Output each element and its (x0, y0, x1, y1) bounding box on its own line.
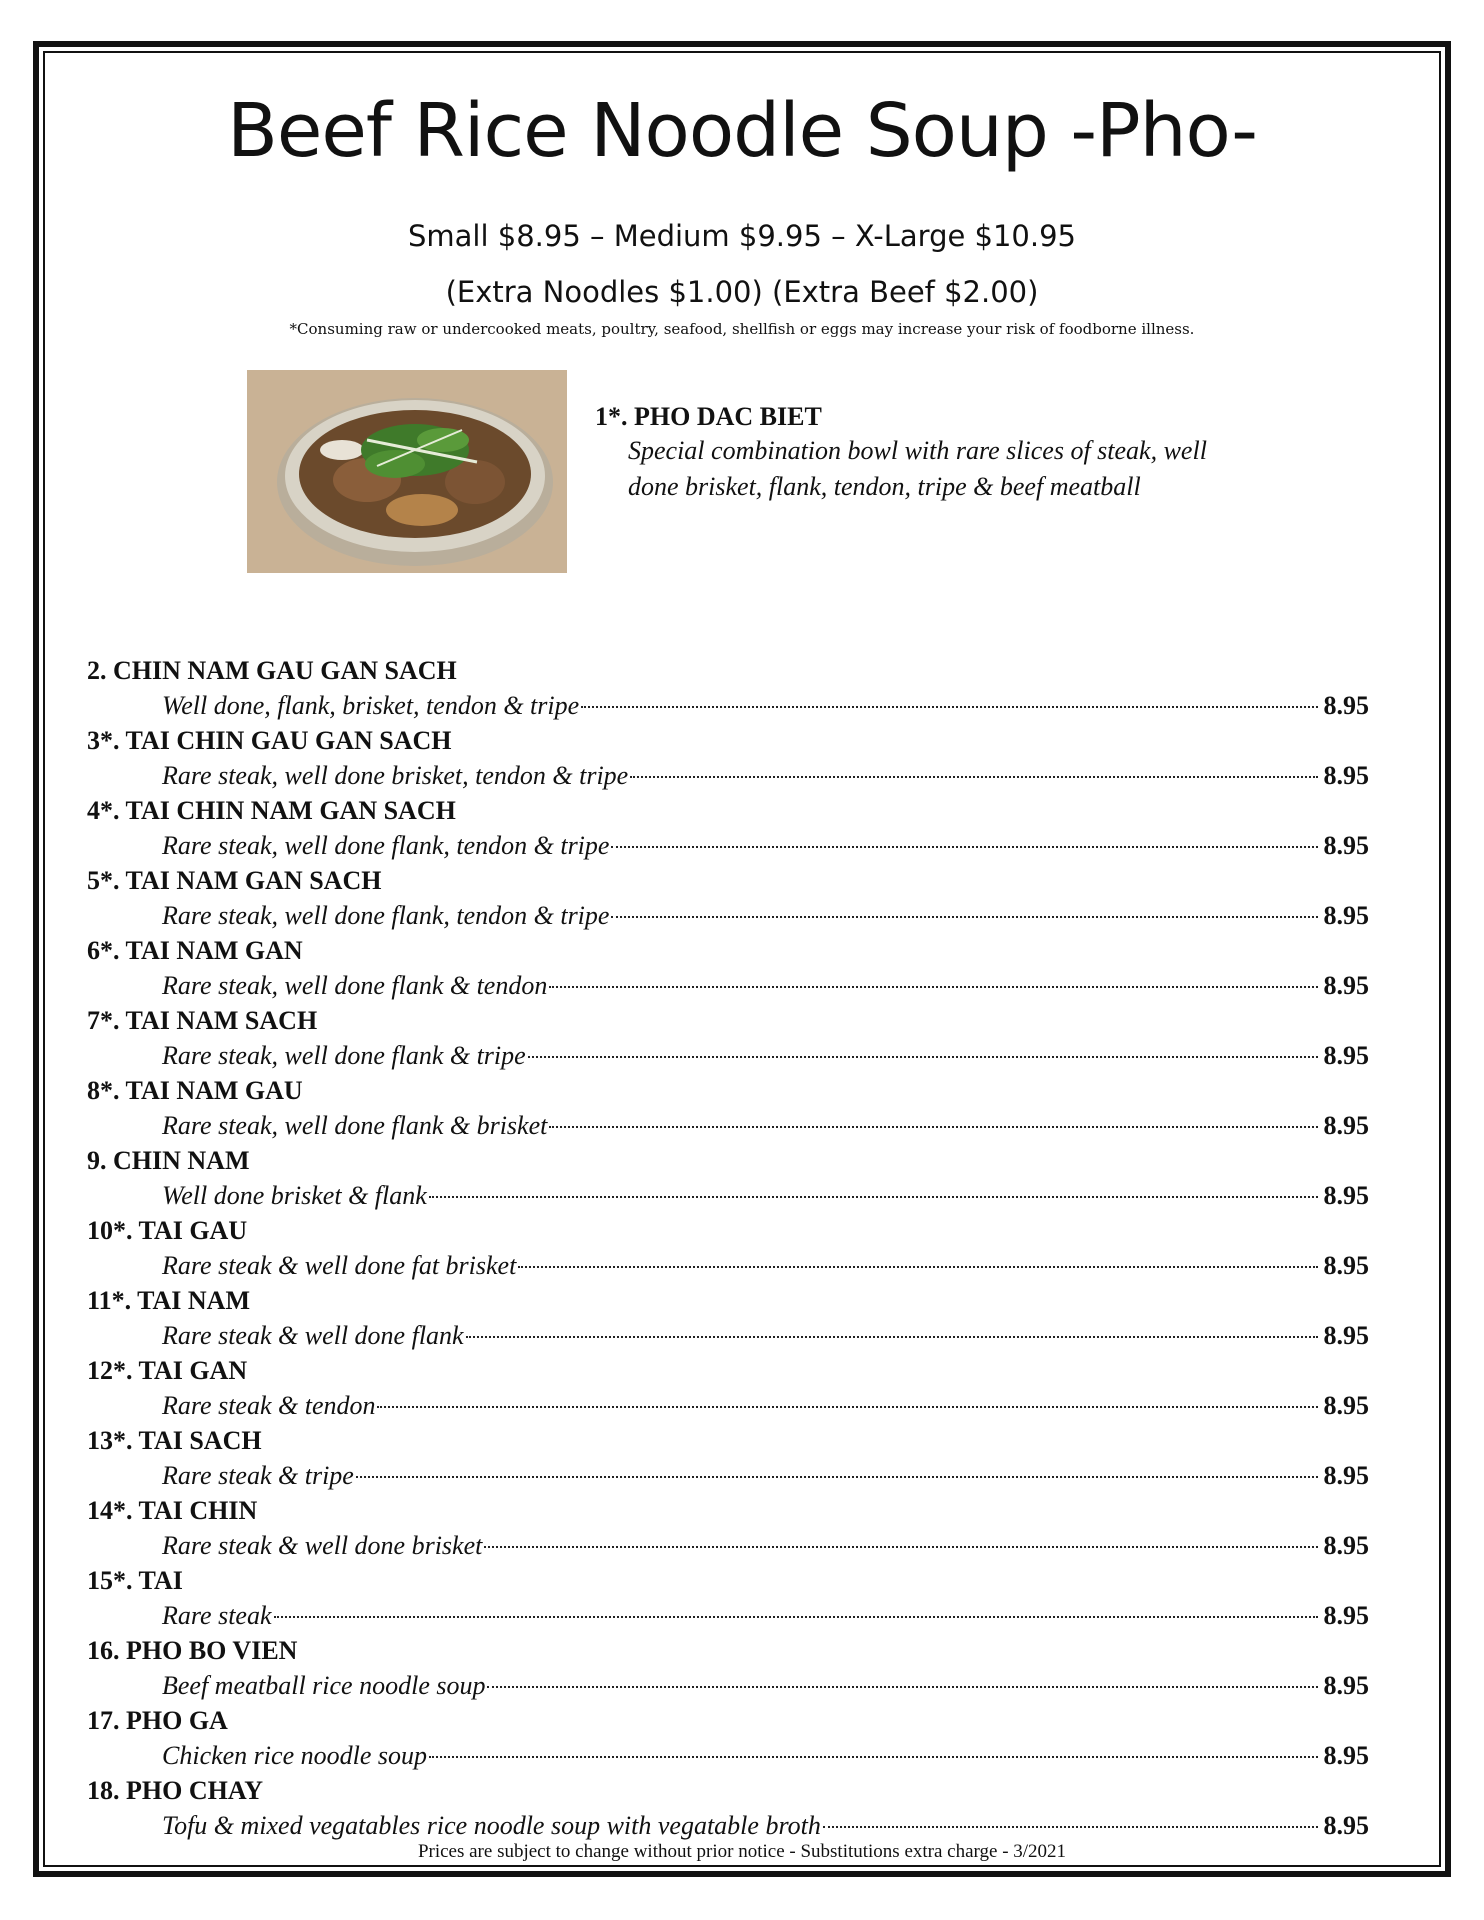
menu-item-price: 8.95 (1323, 1321, 1369, 1350)
menu-item-price: 8.95 (1323, 1601, 1369, 1630)
menu-item-name: 4*. TAI CHIN NAM GAN SACH (87, 796, 456, 825)
menu-item-price: 8.95 (1323, 1741, 1369, 1770)
menu-item-name: 5*. TAI NAM GAN SACH (87, 866, 382, 895)
dot-leader (356, 1475, 1318, 1478)
featured-desc-line-1: Special combination bowl with rare slices of steak, well (628, 436, 1207, 465)
menu-item-name: 2. CHIN NAM GAU GAN SACH (87, 656, 457, 685)
menu-item-price: 8.95 (1323, 1251, 1369, 1280)
dot-leader (466, 1335, 1318, 1338)
menu-item-row (87, 1668, 1369, 1703)
dot-leader (611, 915, 1317, 918)
menu-item-name: 8*. TAI NAM GAU (87, 1076, 303, 1105)
menu-item-row (87, 968, 1369, 1003)
menu-item-description: Rare steak & tendon (162, 1391, 376, 1420)
dot-leader (518, 1265, 1317, 1268)
menu-item-name: 11*. TAI NAM (87, 1286, 250, 1315)
featured-item-name: 1*. PHO DAC BIET (595, 402, 822, 431)
menu-item-price: 8.95 (1323, 1181, 1369, 1210)
menu-item-name: 6*. TAI NAM GAN (87, 936, 303, 965)
menu-item-description: Rare steak & tripe (162, 1461, 354, 1490)
menu-item-price: 8.95 (1323, 1671, 1369, 1700)
menu-item-row (87, 1388, 1369, 1423)
menu-item-description: Rare steak, well done flank & tripe (162, 1041, 526, 1070)
menu-item-row (87, 1318, 1369, 1353)
dot-leader (429, 1195, 1318, 1198)
dot-leader (549, 1125, 1317, 1128)
pho-bowl-photo (247, 370, 567, 573)
menu-item-name: 9. CHIN NAM (87, 1146, 250, 1175)
menu-item-price: 8.95 (1323, 901, 1369, 930)
dot-leader (549, 985, 1317, 988)
menu-item-name: 18. PHO CHAY (87, 1776, 263, 1805)
menu-item-price: 8.95 (1323, 1391, 1369, 1420)
dot-leader (823, 1825, 1318, 1828)
pho-bowl-illustration (247, 370, 567, 573)
menu-item-row (87, 1248, 1369, 1283)
menu-item-name: 12*. TAI GAN (87, 1356, 248, 1385)
menu-item-description: Rare steak, well done flank, tendon & tripe (162, 831, 610, 860)
menu-item-row (87, 1528, 1369, 1563)
featured-item-description (628, 433, 1268, 505)
menu-item-description: Rare steak, well done flank & tendon (162, 971, 548, 1000)
menu-item-description: Well done brisket & flank (162, 1181, 427, 1210)
menu-item-row (87, 1458, 1369, 1493)
menu-item-list (87, 653, 1369, 1843)
menu-item-name: 13*. TAI SACH (87, 1426, 262, 1455)
dot-leader (377, 1405, 1317, 1408)
dot-leader (630, 775, 1317, 778)
menu-item-price: 8.95 (1323, 1531, 1369, 1560)
menu-title: Beef Rice Noodle Soup -Pho- (227, 88, 1257, 174)
menu-item-name: 16. PHO BO VIEN (87, 1636, 298, 1665)
menu-item-description: Rare steak & well done brisket (162, 1531, 483, 1560)
menu-item-name: 10*. TAI GAU (87, 1216, 248, 1245)
extra-prices: (Extra Noodles $1.00) (Extra Beef $2.00) (445, 275, 1039, 309)
menu-item-price: 8.95 (1323, 1111, 1369, 1140)
menu-item-row (87, 828, 1369, 863)
menu-item-description: Rare steak, well done flank & brisket (162, 1111, 548, 1140)
menu-item-name: 7*. TAI NAM SACH (87, 1006, 318, 1035)
menu-item-description: Rare steak & well done fat brisket (162, 1251, 517, 1280)
dot-leader (611, 845, 1317, 848)
menu-item-name: 3*. TAI CHIN GAU GAN SACH (87, 726, 452, 755)
featured-desc-line-2: done brisket, flank, tendon, tripe & beef meatball (628, 472, 1141, 501)
dot-leader (274, 1615, 1318, 1618)
menu-item-description: Well done, flank, brisket, tendon & tripe (162, 691, 580, 720)
dot-leader (429, 1755, 1318, 1758)
menu-item-price: 8.95 (1323, 1811, 1369, 1840)
menu-item-description: Tofu & mixed vegatables rice noodle soup with vegatable broth (162, 1811, 821, 1840)
menu-item-price: 8.95 (1323, 761, 1369, 790)
size-prices: Small $8.95 – Medium $9.95 – X-Large $10.95 (407, 219, 1077, 253)
menu-item-description: Rare steak (162, 1601, 272, 1630)
menu-item-row (87, 1038, 1369, 1073)
menu-item-row (87, 1178, 1369, 1213)
menu-item-description: Rare steak, well done brisket, tendon & tripe (162, 761, 629, 790)
menu-item-name: 17. PHO GA (87, 1706, 228, 1735)
menu-item-row (87, 1738, 1369, 1773)
menu-item-price: 8.95 (1323, 971, 1369, 1000)
menu-item-description: Rare steak, well done flank, tendon & tripe (162, 901, 610, 930)
menu-item-row (87, 1108, 1369, 1143)
dot-leader (484, 1545, 1317, 1548)
menu-item-price: 8.95 (1323, 1461, 1369, 1490)
menu-item-row (87, 898, 1369, 933)
menu-item-row (87, 758, 1369, 793)
footer-note: Prices are subject to change without prior notice - Substitutions extra charge - 3/2021 (417, 1841, 1067, 1862)
menu-item-row (87, 1598, 1369, 1633)
menu-item-name: 14*. TAI CHIN (87, 1496, 258, 1525)
menu-item-description: Chicken rice noodle soup (162, 1741, 427, 1770)
menu-item-name: 15*. TAI (87, 1566, 183, 1595)
menu-item-price: 8.95 (1323, 691, 1369, 720)
menu-item-description: Beef meatball rice noodle soup (162, 1671, 486, 1700)
menu-item-price: 8.95 (1323, 1041, 1369, 1070)
health-disclaimer: *Consuming raw or undercooked meats, poultry, seafood, shellfish or eggs may increase your risk of foodborne illness. (289, 320, 1195, 338)
dot-leader (581, 705, 1317, 708)
menu-item-description: Rare steak & well done flank (162, 1321, 464, 1350)
menu-item-row (87, 1808, 1369, 1843)
menu-item-price: 8.95 (1323, 831, 1369, 860)
menu-item-row (87, 688, 1369, 723)
dot-leader (528, 1055, 1318, 1058)
dot-leader (487, 1685, 1317, 1688)
